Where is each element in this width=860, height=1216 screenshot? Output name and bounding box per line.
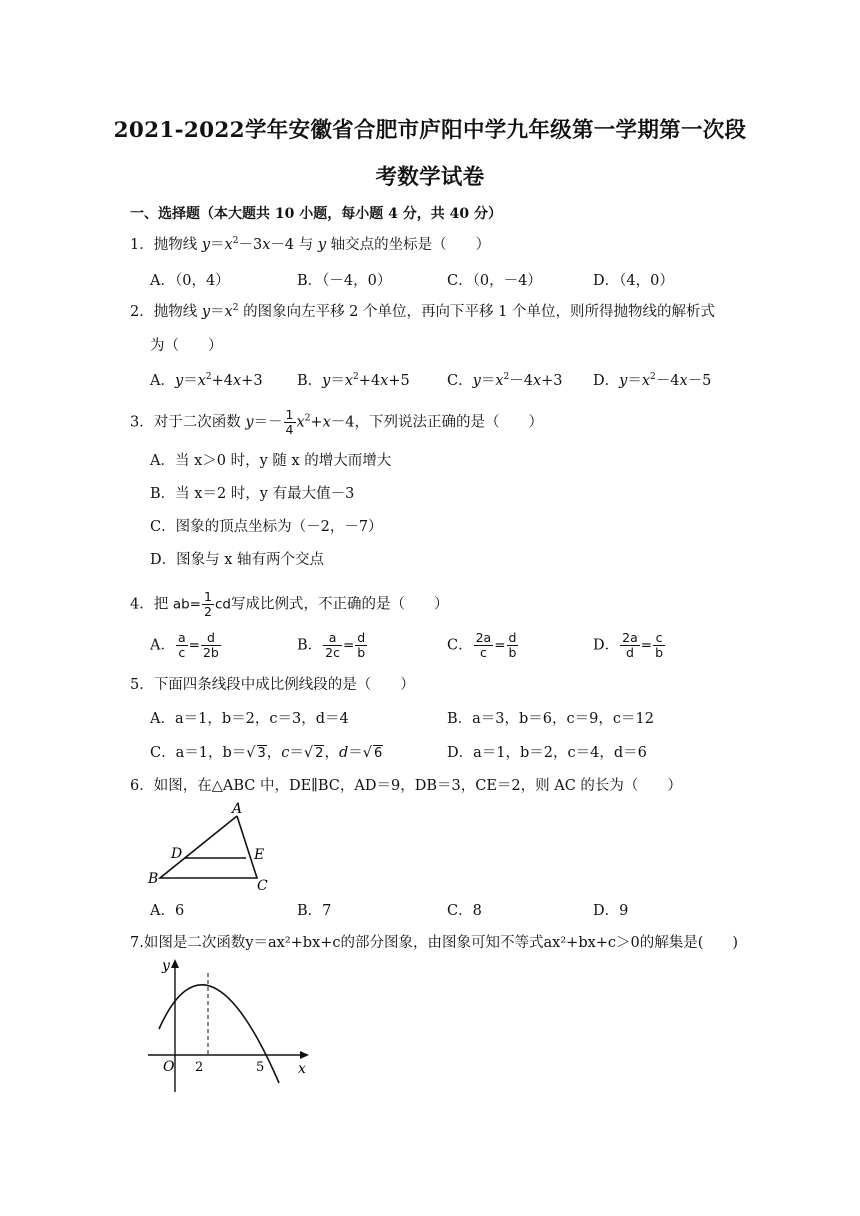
exam-title-line2: 考数学试卷 <box>375 165 485 190</box>
q2-option-d: D．$y=x^2-4x-5$ <box>593 372 712 389</box>
question-5-stem: 5．下面四条线段中成比例线段的是（ ） <box>130 677 415 693</box>
q3-option-b: B．当 x＝2 时，y 有最大值－3 <box>150 486 355 502</box>
question-7-stem: 7.如图是二次函数y＝ax²+bx+c的部分图象，由图象可知不等式ax²+bx+c＞0的解集是( ) <box>130 935 739 951</box>
question-1-options <box>150 271 750 299</box>
question-2-stem-line2: 为（ ） <box>150 338 223 354</box>
q1-option-a: A．（0，4） <box>150 273 230 289</box>
q1-option-d: D．（4，0） <box>593 273 674 289</box>
q5-option-b: B．a＝3，b＝6，c＝9，c＝12 <box>447 711 654 727</box>
q2-option-c: C．$y=x^2-4x+3$ <box>447 372 563 389</box>
q2-option-a: A．$y=x^2+4x+3$ <box>150 372 263 389</box>
exam-title-line1: 2021-2022学年安徽省合肥市庐阳中学九年级第一学期第一次段 <box>113 118 747 143</box>
q4-option-d: D． $\frac{2a}{d}$ = $\frac{c}{b}$ <box>593 630 664 660</box>
fraction-one-half: $\frac{1}{2}$ <box>204 589 212 619</box>
q6-option-d: D．9 <box>593 903 629 919</box>
fraction-one-quarter: $\frac{1}{4}$ <box>285 407 294 437</box>
fig7-axis-x: x <box>298 1061 306 1077</box>
q3-option-a: A．当 x＞0 时，y 随 x 的增大而增大 <box>150 453 392 469</box>
q5-option-a: A．a＝1，b＝2，c＝3，d＝4 <box>150 711 349 727</box>
question-6-stem: 6．如图，在△ABC 中，DE∥BC，AD＝9，DB＝3，CE＝2，则 AC 的长为（ ） <box>130 778 682 794</box>
fig6-label-b: B <box>148 871 159 887</box>
fig7-origin: O <box>163 1059 175 1075</box>
fig6-label-d: D <box>171 846 183 862</box>
fig7-tick-5: 5 <box>256 1060 265 1075</box>
q5-option-d: D．a＝1，b＝2，c＝4，d＝6 <box>447 745 647 761</box>
fig6-label-a: A <box>232 801 243 817</box>
q1-option-b: B．（－4，0） <box>297 273 392 289</box>
q1-option-c: C．（0，－4） <box>447 273 542 289</box>
triangle-figure <box>140 800 290 892</box>
fig6-label-c: C <box>257 878 268 892</box>
q3-option-d: D．图象与 x 轴有两个交点 <box>150 552 325 568</box>
section-heading: 一、选择题（本大题共 10 小题，每小题 4 分，共 40 分） <box>130 206 502 222</box>
question-1-stem: 1．抛物线 $y=x^2-3x-4$ 与 y 轴交点的坐标是（ ） <box>130 236 491 253</box>
fig7-axis-y: y <box>162 958 170 974</box>
q4-option-b: B． $\frac{a}{2c}$ = $\frac{d}{b}$ <box>297 630 366 660</box>
parabola-figure <box>145 955 315 1093</box>
question-2-options <box>150 371 750 399</box>
question-3-stem: 3．对于二次函数 y＝－ $\frac{1}{4}$ $x^2+x-4$，下列说法正确的是（ ） <box>130 407 543 437</box>
q4-option-c: C． $\frac{2a}{c}$ = $\frac{d}{b}$ <box>447 630 517 660</box>
q6-option-c: C．8 <box>447 903 482 919</box>
q6-option-a: A．6 <box>150 903 185 919</box>
q6-option-b: B．7 <box>297 903 332 919</box>
question-2-stem: 2．抛物线 $y=x^2$ 的图象向左平移 2 个单位，再向下平移 1 个单位，则所得抛物线的解析式 <box>130 303 715 320</box>
question-5-options-row1 <box>150 709 750 737</box>
q3-option-c: C．图象的顶点坐标为（－2，－7） <box>150 519 383 535</box>
question-4-options <box>150 631 750 667</box>
question-5-options-row2 <box>150 743 750 771</box>
q4-option-a: A． $\frac{a}{c}$ = $\frac{d}{2b}$ <box>150 630 219 660</box>
question-4-stem: 4．把 ab= $\frac{1}{2}$ cd写成比例式，不正确的是（ ） <box>130 589 449 619</box>
fig7-tick-2: 2 <box>195 1060 204 1075</box>
question-6-options <box>150 901 750 929</box>
fig6-label-e: E <box>254 847 265 863</box>
q5-option-c: C．a＝1，b＝√ 3，c＝√ 2，d＝√ 6 <box>150 745 383 761</box>
q2-option-b: B．$y=x^2+4x+5$ <box>297 372 410 389</box>
